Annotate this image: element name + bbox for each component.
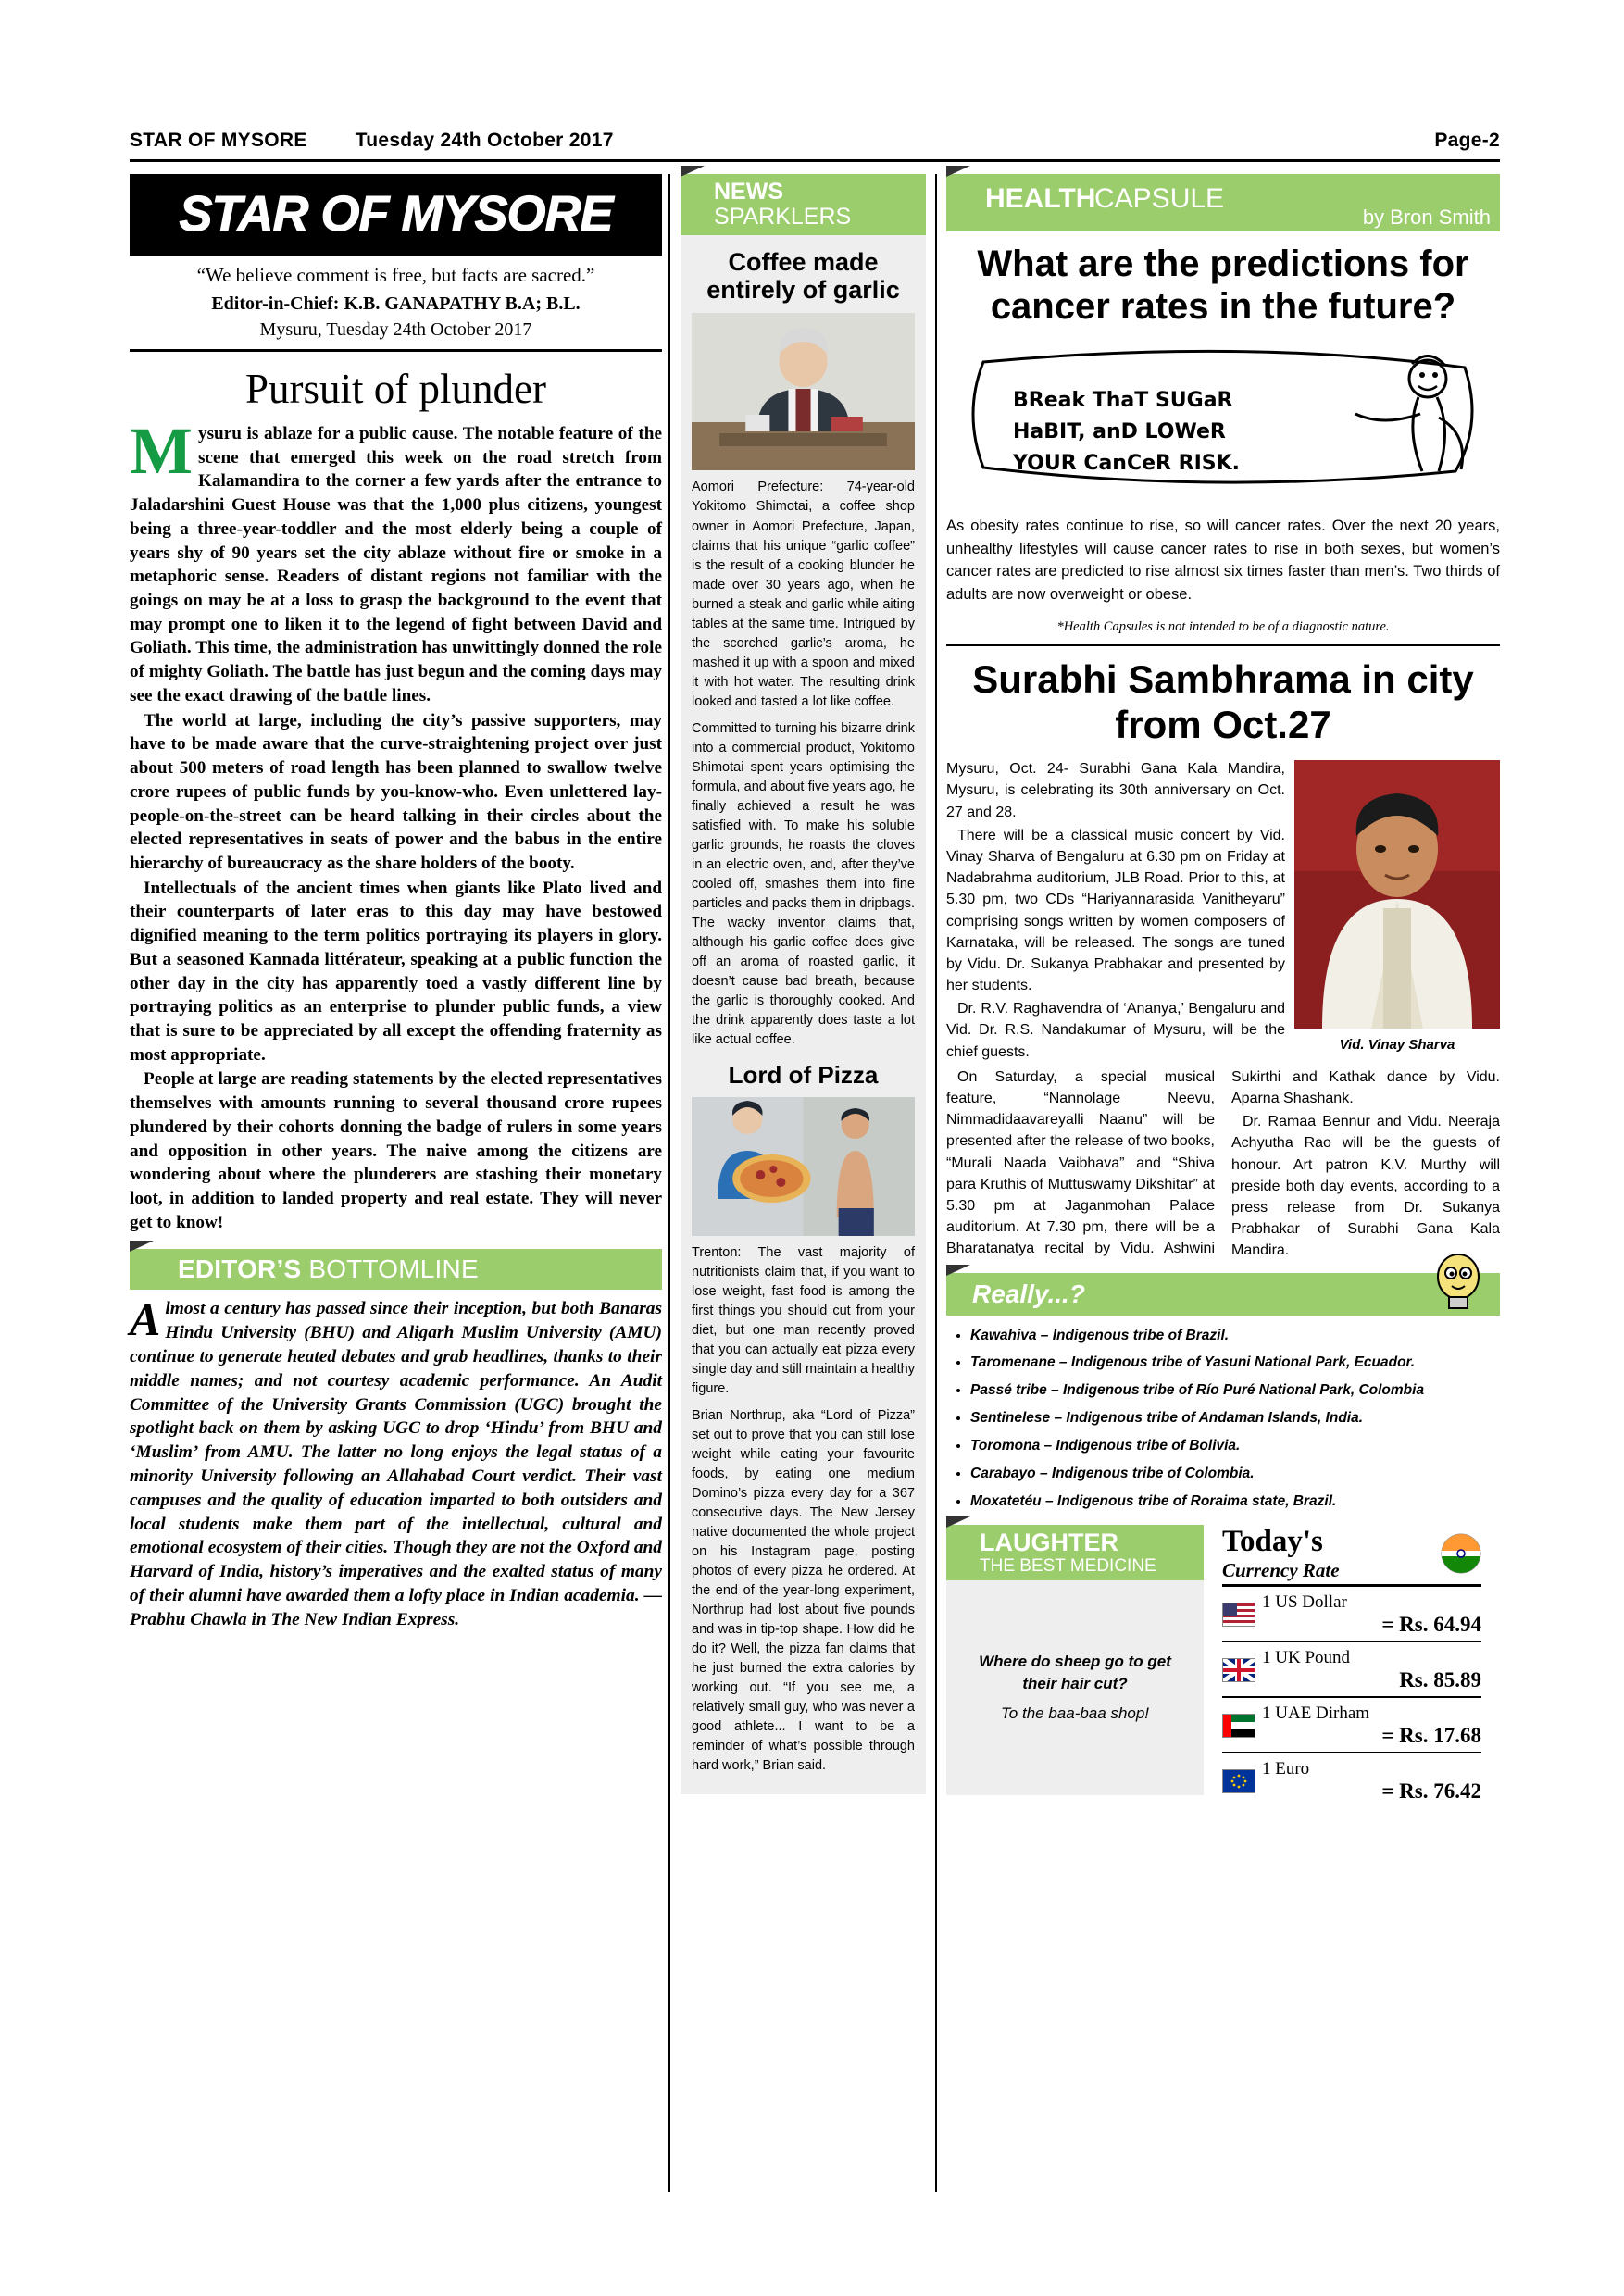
column-health-and-features: [946, 174, 1500, 1807]
surabhi-para-4: On Saturday, a special musical feature, “Nannolage Neevu, Nimmadidaavareyalli Naanu” will be presented after the release of two books, “Murali Naada Vaibhava” and “Shiva para Kruthis of Muttuswamy Dikshitar” at 5.30 pm at Jaganmohan Palace auditorium. At 7.30 pm, there will be a Bharatanatya recital by Vidu. Ashwini Sukirthi and Kathak dance by Vidu. Aparna Shashank.: [946, 1068, 1500, 1257]
list-item: • Moxatetéu – Indigenous tribe of Roraima state, Brazil.: [970, 1492, 1500, 1512]
issue-date: Tuesday 24th October 2017: [355, 130, 614, 151]
really-banner-label: Really...?: [972, 1279, 1085, 1308]
table-row: [1222, 1587, 1481, 1642]
health-cartoon: [946, 334, 1500, 505]
currency-name: 1 UK Pound: [1262, 1647, 1351, 1667]
story1-para-2: Committed to turning his bizarre drink into a commercial product, Yokitomo Shimotai spent years optimising the formula, and about five years ago, he finally achieved a result he was satisfied with. To make his soluble garlic grounds, he roasts the cloves in an electric oven, and, after they’ve cooled off, smashes them into fine particles and packs them in dripbags. The wacky inventor claims that, although his garlic coffee does give off an aroma of roasted garlic, it doesn’t cause bad breath, because the garlic is thoroughly cooked. And the drink apparently does taste a lot like actual coffee.: [692, 720, 915, 1047]
currency-name: 1 US Dollar: [1262, 1591, 1347, 1612]
lord-of-pizza-photo: [692, 1097, 915, 1236]
bottomline-dropcap: A: [130, 1293, 161, 1346]
column-editorial: [130, 174, 662, 1632]
list-item: • Sentinelese – Indigenous tribe of Andaman Islands, India.: [970, 1409, 1500, 1429]
joke-body: [946, 1580, 1204, 1795]
idea-bulb-icon: [1426, 1253, 1491, 1314]
news-sparklers-banner: [681, 174, 926, 235]
surabhi-para-1: Mysuru, Oct. 24- Surabhi Gana Kala Mandira, Mysuru, is celebrating its 30th anniversary on Oct. 27 and 28.: [946, 761, 1285, 820]
health-byline: by Bron Smith: [1362, 206, 1491, 229]
currency-title: Today's: [1222, 1524, 1323, 1558]
eu-flag-icon: [1222, 1769, 1255, 1793]
banner-fold-corner-icon: [946, 166, 970, 177]
page-header: [130, 130, 1500, 152]
surabhi-body-bottom: [946, 1067, 1500, 1262]
section-divider: [946, 644, 1500, 646]
sparklers-story1-title: Coffee made entirely of garlic: [706, 248, 900, 305]
masthead-logo-box: [130, 174, 662, 256]
column-rule: [935, 174, 937, 2192]
list-item: • Kawahiva – Indigenous tribe of Brazil.: [970, 1327, 1500, 1346]
health-banner-bold: HEALTH: [985, 183, 1096, 214]
health-disclaimer: *Health Capsules is not intended to be of a diagnostic nature.: [1056, 618, 1390, 634]
editorial-headline: Pursuit of plunder: [245, 366, 546, 412]
list-item: • Toromona – Indigenous tribe of Bolivia.: [970, 1437, 1500, 1456]
currency-name: 1 UAE Dirham: [1262, 1703, 1370, 1723]
editorial-body: [130, 414, 662, 1234]
list-item: • Taromenane – Indigenous tribe of Yasuni National Park, Ecuador.: [970, 1354, 1500, 1373]
list-item: • Carabayo – Indigenous tribe of Colombia.: [970, 1465, 1500, 1484]
editorial-para-3: Intellectuals of the ancient times when giants like Plato lived and their counterparts of later eras to this day may have bestowed dignified meaning to the term politics portraying its players in glory. But a seasoned Kannada littérateur, speaking at a public function the other day in the city has apparently toed a vastly different line by portraying politics as an enterprise to plunder public funds, a view that is sure to be appreciated by all except the offending fraternity as most appropriate.: [130, 878, 662, 1065]
editorial-para-2: The world at large, including the city’s passive supporters, may have to be made aware that the curve-straightening project over just about 500 meters of road length has been planned to swallow twelve crore rupees of public funds by you-know-who. Even unlettered lay-people-on-the-street can be heard talking in their circles about the elected representatives in seats of power and the babus in the entire hierarchy of bureaucracy as the share holders of the booty.: [130, 710, 662, 873]
surabhi-para-3: Dr. R.V. Raghavendra of ‘Ananya,’ Bengaluru and Vid. Dr. R.S. Nandakumar of Mysuru, will be the chief guests.: [946, 1001, 1285, 1060]
currency-subtitle: Currency Rate: [1222, 1558, 1340, 1581]
table-row: [1222, 1698, 1481, 1753]
svg-text:BReak ThaT SUGaR: BReak ThaT SUGaR: [1013, 388, 1233, 412]
banner-fold-corner-icon: [946, 1516, 970, 1528]
bottomline-text: lmost a century has passed since their inception, but both Banaras Hindu University (BHU) and Aligarh Muslim University (AMU) continue to generate heated debates and grab headlines, thanks to their middle names; and not courtesy academic performance. An Audit Committee of the University Grants Commission (UGC) brought the spotlight back on them by asking UGC to drop ‘Hindu’ from BHU and ‘Muslim’ from AMU. The latter no long enjoys the legal status of a minority University following an Allahabad Court verdict. Their vast campuses and the quality of education imparted to both outsiders and local students make them part of the intellectual, cultural and emotional ecosystem of their cities. Though they are not the Oxford and Harvard of India, history’s imperatives and the exalted status of many of their alumni have awarded them a lofty place in Indian academia.: [130, 1299, 662, 1605]
story2-para-2: Brian Northrup, aka “Lord of Pizza” set out to prove that you can still lose weight while eating your favourite foods, by eating one medium Domino’s pizza every day for a 367 consecutive days. The New Jersey native documented the whole project on his Instagram page, posting photos of every pizza he ordered. At the end of the year-long experiment, Northrup had lost about five pounds and was in tip-top shape. How did he do it? Well, the pizza fan claims that he just burned the extra calories by working out. “If you see me, a relatively small guy, who was never a good athlete... I want to be a reminder of what’s possible through hard work,” Brian said.: [692, 1408, 915, 1774]
laughter-banner-bold: LAUGHTER: [980, 1528, 1118, 1556]
editors-bottomline-banner: [130, 1249, 662, 1290]
list-item: • Passé tribe – Indigenous tribe of Río Puré National Park, Colombia: [970, 1381, 1500, 1401]
surabhi-body-top: [946, 758, 1285, 1065]
masthead-place-date: Mysuru, Tuesday 24th October 2017: [259, 319, 532, 340]
editorial-para-1: ysuru is ablaze for a public cause. The notable feature of the scene that emerged this week on the road stretch from Kalamandira to the corner a few yards after the entrance to Jaladarshini Guest House was that the 1,000 plus citizens, youngest being a three-year-toddler and the most elderly being a couple of years shy of 90 years set the city ablaze without fire or smoke in a metaphoric sense. Readers of distant regions not familiar with the goings on may be at a loss to grasp the background to the event that may prompt one to liken it to the legend of fight between David and Goliath. This time, the administration has unwittingly donned the role of mighty Goliath. The battle has just begun and the coming days may see the exact drawing of the battle lines.: [130, 424, 662, 705]
joke-question: Where do sheep go to get their hair cut?: [979, 1653, 1171, 1693]
banner-fold-corner-icon: [130, 1241, 154, 1252]
laughter-banner: [946, 1525, 1204, 1580]
table-row: [1222, 1642, 1481, 1698]
garlic-coffee-photo: [692, 313, 915, 470]
masthead-editor: Editor-in-Chief: K.B. GANAPATHY B.A; B.L.: [211, 293, 581, 314]
paper-name: STAR OF MYSORE: [130, 130, 307, 151]
really-banner: [946, 1273, 1500, 1316]
sparklers-banner-bold: NEWS: [714, 179, 783, 205]
sparklers-banner-light: SPARKLERS: [714, 204, 852, 230]
surabhi-headline: Surabhi Sambhrama in city from Oct.27: [972, 656, 1474, 746]
column-news-sparklers: [681, 174, 926, 1794]
uae-flag-icon: [1222, 1714, 1255, 1738]
bottomline-credit: — Prabhu Chawla in The New Indian Express.: [130, 1586, 662, 1629]
bottomline-banner-light: BOTTOMLINE: [308, 1254, 479, 1284]
svg-text:YOUR CanCeR RISK.: YOUR CanCeR RISK.: [1013, 451, 1241, 475]
vinay-sharva-photo: [1294, 760, 1500, 1029]
currency-header: [1222, 1525, 1481, 1587]
column-rule: [668, 174, 670, 2192]
editorial-dropcap: M: [130, 414, 193, 488]
health-body: As obesity rates continue to rise, so will cancer rates. Over the next 20 years, unhealthy lifestyles will cause cancer rates to rise in both sexes, but women’s cancer rates are predicted to rise almost six times faster than men’s. Two thirds of adults are now overweight or obese.: [946, 517, 1500, 604]
bottom-boxes: [946, 1525, 1500, 1807]
surabhi-para-2: There will be a classical music concert by Vid. Vinay Sharva of Bengaluru at 6.30 pm on Friday at Nadabrahma auditorium, JLB Road. Prior to this, at 5.30 pm, two CDs “Hariyannarasida Vanitheyaru” comprising songs written by women composers of Karnataka, will be released. The songs are tuned by Vidu. Dr. Sukanya Prabhakar and presented by her students.: [946, 827, 1285, 994]
health-banner-light: CAPSULE: [1094, 183, 1225, 214]
uk-flag-icon: [1222, 1658, 1255, 1682]
health-headline: What are the predictions for cancer rates in the future?: [977, 243, 1469, 328]
currency-name: 1 Euro: [1262, 1758, 1310, 1778]
banner-fold-corner-icon: [946, 1265, 970, 1276]
masthead-tagline: “We believe comment is free, but facts are sacred.”: [196, 264, 595, 286]
currency-value: = Rs. 76.42: [1381, 1778, 1481, 1803]
surabhi-para-5: Dr. Ramaa Bennur and Vidu. Neeraja Achyutha Rao will be the guests of honour. Art patron K.V. Murthy will preside both day events, according to a press release from Dr. Sukanya Prabhakar of Surabhi Gana Kala Mandira.: [1231, 1114, 1500, 1259]
sparklers-story2-title: Lord of Pizza: [728, 1060, 879, 1089]
sparklers-content: [681, 235, 926, 1794]
currency-value: = Rs. 17.68: [1381, 1723, 1481, 1747]
banner-fold-corner-icon: [681, 166, 705, 177]
editorial-para-4: People at large are reading statements by the elected representatives themselves with amounts running to several thousand crore rupees plundered by their cohorts donning the badge of rulers in some years and opposition in other years. The naive among the citizens are wondering about where the plunderers are stashing their monetary loot, in addition to landed property and real estate. They will never get to know!: [130, 1069, 662, 1232]
table-row: [1222, 1753, 1481, 1807]
laughter-banner-light: THE BEST MEDICINE: [980, 1555, 1156, 1576]
sparklers-story1-body: [692, 478, 915, 1049]
page-number: Page-2: [1434, 130, 1500, 151]
surabhi-article: [946, 758, 1500, 1261]
masthead-divider: [130, 349, 662, 352]
health-capsule-banner: [946, 174, 1500, 231]
us-flag-icon: [1222, 1603, 1255, 1627]
photo-caption: Vid. Vinay Sharva: [1339, 1037, 1455, 1054]
story2-para-1: Trenton: The vast majority of nutritionists claim that, if you want to lose weight, fast food is among the first things you should cut from your diet, but one man recently proved that you can actually eat pizza every single day and still maintain a healthy figure.: [692, 1244, 915, 1397]
currency-value: = Rs. 64.94: [1381, 1612, 1481, 1636]
really-list: [946, 1327, 1500, 1512]
bottomline-banner-bold: EDITOR’S: [178, 1254, 302, 1284]
india-flag-icon: [1441, 1533, 1481, 1574]
bottomline-body: [130, 1293, 662, 1631]
laughter-box: [946, 1525, 1204, 1807]
currency-box: [1222, 1525, 1481, 1807]
joke-answer: To the baa-baa shop!: [1000, 1703, 1150, 1722]
sparklers-story2-body: [692, 1243, 915, 1776]
masthead-logo: STAR OF MYSORE: [179, 186, 613, 242]
svg-text:HaBIT, anD LOWeR: HaBIT, anD LOWeR: [1013, 419, 1226, 443]
story1-para-1: Aomori Prefecture: 74-year-old Yokitomo Shimotai, a coffee shop owner in Aomori Prefecture, Japan, claims that his unique “garlic coffee” is the result of a cooking blunder he made over 30 years ago, when he burned a steak and garlic while aiting tables at the same time. Intrigued by the scorched garlic’s aroma, he mashed it up with a spoon and mixed it with hot water. The resulting drink looked and tasted a lot like coffee.: [692, 480, 915, 709]
header-divider: [130, 159, 1500, 162]
currency-value: Rs. 85.89: [1399, 1667, 1481, 1691]
